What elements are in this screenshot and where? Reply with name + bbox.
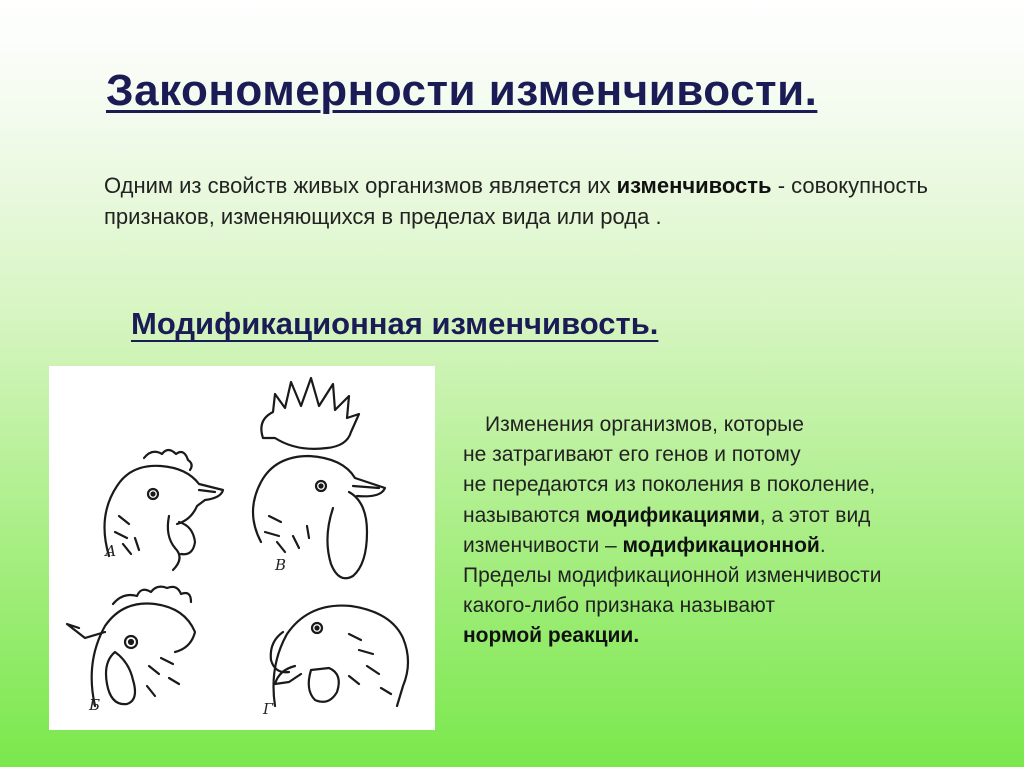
desc-line-8: [463, 621, 1003, 651]
label-b: Б: [89, 696, 101, 714]
desc-line-1: Изменения организмов, которые: [485, 413, 804, 436]
rooster-head-g: [271, 606, 408, 706]
rooster-head-b: [253, 378, 385, 578]
section-subtitle: Модификационная изменчивость.: [131, 306, 659, 341]
rooster-heads-drawing: [49, 366, 435, 730]
desc-line-4-end: , а этот вид: [759, 503, 871, 527]
desc-line-7: какого-либо признака называют: [463, 594, 775, 618]
rooster-heads-illustration: [49, 366, 435, 730]
label-g: Г: [263, 700, 273, 718]
desc-line-3: не передаются из поколения в поколение,: [463, 473, 876, 497]
desc-line-6: Пределы модификационной изменчивости: [463, 564, 882, 588]
desc-line-5-start: изменчивости –: [463, 533, 623, 557]
intro-term: изменчивость: [616, 173, 772, 198]
term-reaction-norm: нормой реакции.: [463, 624, 640, 648]
desc-line-5: [463, 531, 1003, 561]
desc-line-5-end: .: [819, 533, 826, 557]
rooster-head-b-cyrillic: [67, 587, 195, 706]
term-modification-type: модификационной: [622, 533, 820, 557]
label-a: А: [105, 542, 117, 560]
intro-paragraph: [104, 170, 934, 232]
slide-title: Закономерности изменчивости.: [106, 66, 818, 115]
rooster-head-a: [105, 450, 224, 570]
term-modifications: модификациями: [585, 503, 760, 527]
label-v: В: [275, 556, 287, 574]
modification-description: [463, 410, 1003, 652]
intro-text-end: - совокупность признаков, изменяющихся в пределах вида или рода .: [104, 173, 928, 229]
desc-line-4-start: называются: [463, 503, 586, 527]
intro-text-start: Одним из свойств живых организмов является их: [104, 173, 617, 198]
desc-line-4: [463, 501, 1003, 531]
desc-line-2: не затрагивают его генов и потому: [463, 443, 801, 467]
